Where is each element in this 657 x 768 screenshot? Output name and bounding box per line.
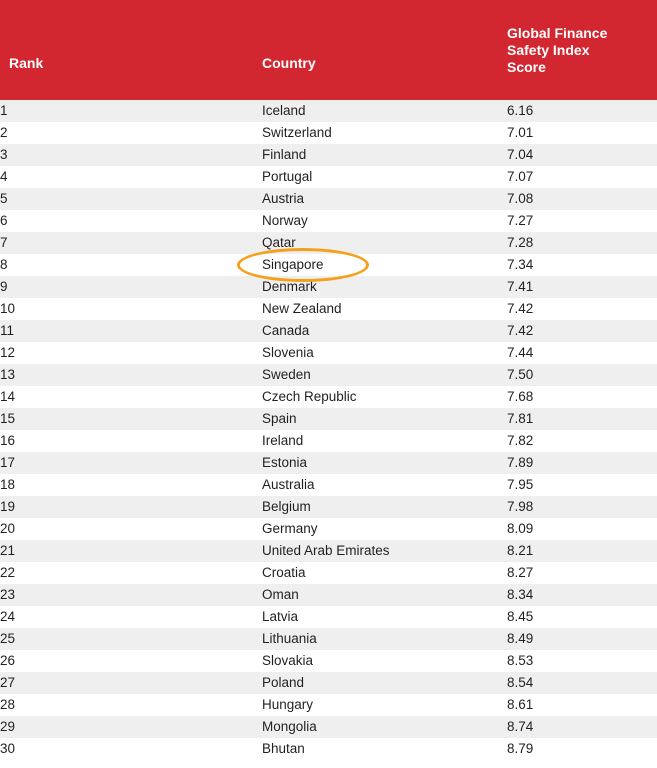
cell-rank: 28: [0, 694, 262, 716]
table-row: [0, 364, 657, 386]
cell-country: Spain: [262, 408, 507, 430]
table-row: [0, 408, 657, 430]
table-row: [0, 232, 657, 254]
cell-country: Czech Republic: [262, 386, 507, 408]
cell-score: 7.50: [507, 364, 657, 386]
cell-country: Bhutan: [262, 738, 507, 760]
table-row: [0, 650, 657, 672]
cell-country: Canada: [262, 320, 507, 342]
cell-score: 8.49: [507, 628, 657, 650]
cell-score: 7.41: [507, 276, 657, 298]
cell-rank: 16: [0, 430, 262, 452]
column-header-country: [262, 0, 507, 100]
cell-score: 8.61: [507, 694, 657, 716]
table-row: [0, 540, 657, 562]
cell-country: Finland: [262, 144, 507, 166]
cell-rank: 14: [0, 386, 262, 408]
cell-country: Ireland: [262, 430, 507, 452]
cell-score: 7.42: [507, 298, 657, 320]
table-row: [0, 562, 657, 584]
table-row: [0, 452, 657, 474]
cell-country: New Zealand: [262, 298, 507, 320]
column-header-score-label: [507, 25, 657, 100]
table-row: [0, 584, 657, 606]
table-row: [0, 386, 657, 408]
cell-rank: 10: [0, 298, 262, 320]
cell-score: 7.27: [507, 210, 657, 232]
cell-rank: 22: [0, 562, 262, 584]
table-row: [0, 430, 657, 452]
table-row: [0, 672, 657, 694]
table-row: [0, 716, 657, 738]
cell-country: Hungary: [262, 694, 507, 716]
cell-score: 7.08: [507, 188, 657, 210]
cell-country: Lithuania: [262, 628, 507, 650]
cell-rank: 21: [0, 540, 262, 562]
cell-score: 7.07: [507, 166, 657, 188]
cell-rank: 20: [0, 518, 262, 540]
cell-country: Slovenia: [262, 342, 507, 364]
cell-score: 7.42: [507, 320, 657, 342]
cell-country: Belgium: [262, 496, 507, 518]
cell-country: Oman: [262, 584, 507, 606]
column-header-rank: [0, 0, 262, 100]
table-row: [0, 694, 657, 716]
cell-score: 7.81: [507, 408, 657, 430]
cell-country: Germany: [262, 518, 507, 540]
cell-rank: 27: [0, 672, 262, 694]
cell-rank: 2: [0, 122, 262, 144]
table-row: [0, 276, 657, 298]
cell-country: Denmark: [262, 276, 507, 298]
cell-country: Portugal: [262, 166, 507, 188]
cell-country: Australia: [262, 474, 507, 496]
cell-rank: 15: [0, 408, 262, 430]
cell-country: Qatar: [262, 232, 507, 254]
cell-rank: 30: [0, 738, 262, 760]
table-row: [0, 496, 657, 518]
cell-score: 7.68: [507, 386, 657, 408]
score-header-line-3: Score: [507, 59, 546, 75]
table-header-row: [0, 0, 657, 100]
cell-rank: 9: [0, 276, 262, 298]
table-row: [0, 298, 657, 320]
cell-rank: 18: [0, 474, 262, 496]
cell-rank: 6: [0, 210, 262, 232]
cell-rank: 29: [0, 716, 262, 738]
column-header-score: [507, 0, 657, 100]
table-row: [0, 188, 657, 210]
cell-rank: 1: [0, 100, 262, 122]
cell-rank: 5: [0, 188, 262, 210]
cell-country: Croatia: [262, 562, 507, 584]
cell-rank: 7: [0, 232, 262, 254]
table-body: [0, 100, 657, 760]
cell-country: Estonia: [262, 452, 507, 474]
cell-rank: 26: [0, 650, 262, 672]
cell-country: Poland: [262, 672, 507, 694]
table-row: [0, 122, 657, 144]
cell-score: 8.21: [507, 540, 657, 562]
cell-score: 8.45: [507, 606, 657, 628]
cell-country: Slovakia: [262, 650, 507, 672]
cell-rank: 3: [0, 144, 262, 166]
table-row: [0, 738, 657, 760]
cell-country: Singapore: [262, 254, 507, 276]
cell-score: 7.04: [507, 144, 657, 166]
cell-country: Austria: [262, 188, 507, 210]
cell-rank: 8: [0, 254, 262, 276]
cell-score: 7.34: [507, 254, 657, 276]
score-header-line-1: Global Finance: [507, 25, 608, 41]
score-header-line-2: Safety Index: [507, 42, 590, 58]
table-row: [0, 166, 657, 188]
table-row: [0, 474, 657, 496]
cell-score: 8.79: [507, 738, 657, 760]
cell-rank: 19: [0, 496, 262, 518]
table-row: [0, 254, 657, 276]
cell-rank: 13: [0, 364, 262, 386]
table-row: [0, 628, 657, 650]
table-header: [0, 0, 657, 100]
cell-country: Mongolia: [262, 716, 507, 738]
cell-rank: 23: [0, 584, 262, 606]
cell-score: 7.98: [507, 496, 657, 518]
table-row: [0, 144, 657, 166]
table-row: [0, 518, 657, 540]
cell-score: 7.89: [507, 452, 657, 474]
cell-score: 7.44: [507, 342, 657, 364]
cell-score: 8.34: [507, 584, 657, 606]
cell-score: 8.53: [507, 650, 657, 672]
cell-rank: 17: [0, 452, 262, 474]
cell-score: 7.01: [507, 122, 657, 144]
cell-score: 7.95: [507, 474, 657, 496]
column-header-country-label: Country: [262, 55, 316, 71]
cell-rank: 12: [0, 342, 262, 364]
cell-country: Norway: [262, 210, 507, 232]
cell-country: Sweden: [262, 364, 507, 386]
cell-rank: 24: [0, 606, 262, 628]
table-row: [0, 210, 657, 232]
cell-score: 8.09: [507, 518, 657, 540]
column-header-rank-label: Rank: [9, 55, 44, 71]
cell-country: United Arab Emirates: [262, 540, 507, 562]
cell-rank: 25: [0, 628, 262, 650]
cell-country: Latvia: [262, 606, 507, 628]
cell-score: 8.54: [507, 672, 657, 694]
table-row: [0, 320, 657, 342]
table-row: [0, 606, 657, 628]
cell-country: Iceland: [262, 100, 507, 122]
cell-score: 8.74: [507, 716, 657, 738]
cell-score: 7.82: [507, 430, 657, 452]
cell-country: Switzerland: [262, 122, 507, 144]
cell-rank: 11: [0, 320, 262, 342]
cell-score: 8.27: [507, 562, 657, 584]
cell-score: 6.16: [507, 100, 657, 122]
cell-rank: 4: [0, 166, 262, 188]
cell-score: 7.28: [507, 232, 657, 254]
table-row: [0, 100, 657, 122]
table-row: [0, 342, 657, 364]
